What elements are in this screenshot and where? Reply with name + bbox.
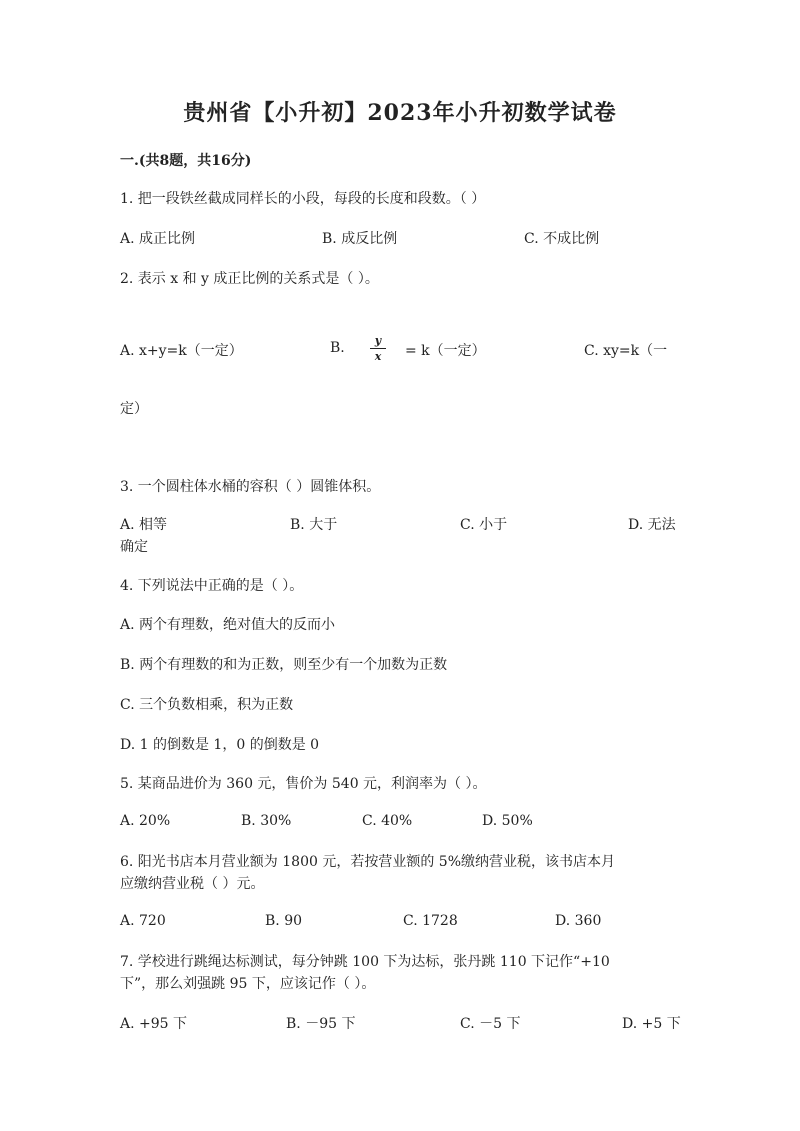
question-2-option-a: A. x+y=k（一定） (120, 343, 243, 359)
question-4-text: 4. 下列说法中正确的是（ ）。 (120, 578, 304, 594)
question-3-text: 3. 一个圆柱体水桶的容积（ ）圆锥体积。 (120, 479, 381, 495)
question-1-text: 1. 把一段铁丝截成同样长的小段，每段的长度和段数。（ ） (120, 191, 486, 207)
question-7-text-continued: 下”，那么刘强跳 95 下，应该记作（ ）。 (120, 976, 376, 992)
question-6-option-a: A. 720 (120, 913, 166, 929)
question-2-fraction (370, 334, 386, 363)
question-2-text: 2. 表示 x 和 y 成正比例的关系式是（ ）。 (120, 271, 379, 287)
question-5-option-a: A. 20% (120, 813, 171, 829)
question-2-option-b-label: B. (330, 340, 345, 356)
fraction-bar (370, 348, 386, 349)
question-1-option-b: B. 成反比例 (322, 231, 398, 247)
question-3-option-d: D. 无法 (628, 517, 676, 533)
page-title: 贵州省【小升初】2023年小升初数学试卷 (183, 100, 617, 126)
question-6-option-b: B. 90 (265, 913, 303, 929)
fraction-denominator: x (374, 350, 382, 363)
question-2-option-b-text: = k（一定） (405, 343, 486, 359)
question-5-option-b: B. 30% (241, 813, 292, 829)
question-6-option-d: D. 360 (555, 913, 602, 929)
section-heading: 一.(共8题，共16分) (120, 153, 252, 169)
question-6-text: 6. 阳光书店本月营业额为 1800 元，若按营业额的 5%缴纳营业税，该书店本月 (120, 854, 615, 870)
question-5-text: 5. 某商品进价为 360 元，售价为 540 元，利润率为（ ）。 (120, 776, 487, 792)
question-6-text-continued: 应缴纳营业税（ ）元。 (120, 876, 265, 892)
question-4-option-a: A. 两个有理数，绝对值大的反而小 (120, 617, 336, 633)
question-4-option-b: B. 两个有理数的和为正数，则至少有一个加数为正数 (120, 657, 448, 673)
question-2-option-c: C. xy=k（一 (584, 343, 668, 359)
question-4-option-c: C. 三个负数相乘，积为正数 (120, 697, 294, 713)
question-2-option-c-continued: 定） (120, 401, 148, 417)
question-1-option-a: A. 成正比例 (120, 231, 196, 247)
question-4-option-d: D. 1 的倒数是 1，0 的倒数是 0 (120, 737, 320, 753)
question-3-option-c: C. 小于 (460, 517, 508, 533)
question-3-option-d-continued: 确定 (120, 539, 148, 555)
question-1-option-c: C. 不成比例 (524, 231, 600, 247)
fraction-numerator: y (374, 334, 382, 347)
question-7-option-d: D. +5 下 (622, 1016, 681, 1032)
question-7-text: 7. 学校进行跳绳达标测试，每分钟跳 100 下为达标，张丹跳 110 下记作“+10 (120, 954, 610, 970)
question-3-option-a: A. 相等 (120, 517, 168, 533)
question-5-option-c: C. 40% (362, 813, 413, 829)
question-3-option-b: B. 大于 (290, 517, 338, 533)
question-7-option-b: B. －95 下 (286, 1016, 356, 1032)
question-7-option-a: A. +95 下 (120, 1016, 188, 1032)
question-7-option-c: C. －5 下 (460, 1016, 521, 1032)
question-6-option-c: C. 1728 (403, 913, 458, 929)
question-5-option-d: D. 50% (482, 813, 533, 829)
